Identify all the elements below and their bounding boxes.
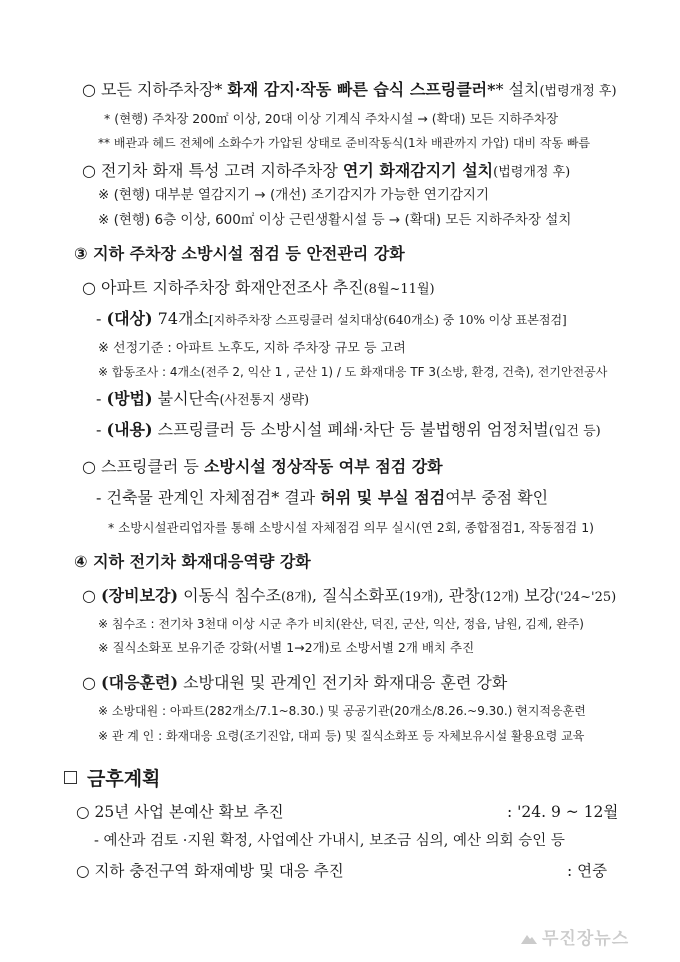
note-line: * (현행) 주차장 200㎡ 이상, 20대 이상 기계식 주차시설 → (확대) 모든 지하주차장	[104, 111, 559, 126]
item-text: ○ 전기차 화재 특성 고려 지하주차장	[82, 161, 343, 180]
item-small-text: (8월~11월)	[363, 282, 435, 297]
item-bold-text: 연기 화재감지기 설치	[342, 161, 494, 180]
item-bold-text: (장비보강)	[101, 586, 179, 605]
item-dash: -	[96, 389, 107, 408]
item-text: - 건축물 관계인 자체점검* 결과	[96, 488, 321, 507]
item-text: 보강	[518, 586, 555, 605]
item-text: , 질식소화포	[311, 586, 400, 605]
item-target	[96, 311, 567, 327]
note-line: ※ 선정기준 : 아파트 노후도, 지하 주차장 규모 등 고려	[98, 341, 406, 356]
watermark-text: 무진장뉴스	[542, 929, 630, 949]
item-smoke-detector	[82, 163, 570, 179]
note-line: ※ 관 계 인 : 화재대응 요령(조기진압, 대피 등) 및 질식소화포 등 자체보유시설 활용요령 교육	[98, 729, 585, 743]
plan-item-period: : '24. 9 ~ 12월	[507, 803, 619, 821]
item-self-check	[96, 490, 548, 506]
plan-item-period: : 연중	[567, 862, 608, 880]
note-line: ※ 질식소화포 보유기준 강화(서별 1→2개)로 소방서별 2개 배치 추진	[98, 640, 475, 655]
plan-item-budget: ○ 25년 사업 본예산 확보 추진	[76, 803, 284, 821]
plan-item-prevention: ○ 지하 충전구역 화재예방 및 대응 추진	[76, 862, 344, 880]
item-bold-text: (대상)	[106, 309, 153, 328]
item-bold-text: (내용)	[106, 420, 153, 439]
item-inspection	[82, 280, 435, 296]
item-text: ○	[82, 586, 102, 605]
item-text: * 설치	[495, 80, 540, 99]
watermark	[520, 924, 629, 949]
heading-text: 금후계획	[87, 768, 161, 790]
item-bold-text: (대응훈련)	[101, 673, 179, 692]
item-small-text: (사전통지 생략)	[219, 393, 310, 408]
item-sprinkler-check	[82, 459, 443, 475]
item-small-text: ('24~'25)	[554, 590, 617, 605]
item-bold-text: (방법)	[106, 389, 153, 408]
item-training	[82, 675, 507, 691]
item-bold-text: 소방시설 정상작동 여부 점검 강화	[203, 457, 443, 476]
item-method	[96, 391, 309, 407]
item-bold-text: 화재 감지·작동 빠른 습식 스프링클러*	[227, 80, 496, 99]
item-text: 이동식 침수조	[178, 586, 281, 605]
note-line: ※ 합동조사 : 4개소(전주 2, 익산 1 , 군산 1) / 도 화재대응 TF 3(소방, 환경, 건축), 전기안전공사	[98, 365, 608, 379]
item-dash: -	[96, 420, 107, 439]
note-line: ※ (현행) 대부분 열감지기 → (개선) 조기감지가 가능한 연기감지기	[98, 187, 490, 203]
plan-item-detail: - 예산과 검토 ·지원 확정, 사업예산 가내시, 보조금 심의, 예산 의회 승인 등	[94, 833, 565, 849]
item-dash: -	[96, 309, 107, 328]
item-text: ○ 모든 지하주차장*	[82, 80, 228, 99]
mountain-logo-icon	[520, 931, 538, 945]
item-text: , 관창	[438, 586, 480, 605]
checkbox-square-icon	[64, 771, 77, 784]
item-text: 여부 중점 확인	[445, 488, 549, 507]
item-small-text: (12개)	[479, 590, 519, 605]
item-text: 74개소	[152, 309, 209, 328]
note-line: ※ 침수조 : 전기차 3천대 이상 시군 추가 비치(완산, 덕진, 군산, 익산, 정읍, 남원, 김제, 완주)	[98, 617, 584, 631]
item-small-text: (8개)	[280, 590, 312, 605]
item-equipment	[82, 588, 616, 604]
item-small-text: (법령개정 후)	[539, 84, 617, 99]
item-text: ○ 아파트 지하주차장 화재안전조사 추진	[82, 278, 364, 297]
plan-heading	[64, 770, 160, 789]
item-small-text: (법령개정 후)	[493, 165, 571, 180]
note-line: * 소방시설관리업자를 통해 소방시설 자체점검 의무 실시(연 2회, 종합점검1, 작동점검 1)	[108, 520, 595, 535]
item-small-text: (입건 등)	[548, 424, 601, 439]
item-text: 불시단속	[152, 389, 220, 408]
item-small-text: [지하주차장 스프링클러 설치대상(640개소) 중 10% 이상 표본점검]	[208, 313, 567, 327]
note-line: ※ 소방대원 : 아파트(282개소/7.1~8.30.) 및 공공기관(20개소/8.26.~9.30.) 현지적응훈련	[98, 704, 586, 718]
item-content	[96, 422, 601, 438]
section-title: ③ 지하 주차장 소방시설 점검 등 안전관리 강화	[74, 244, 405, 263]
item-text: ○	[82, 673, 102, 692]
note-line: ※ (현행) 6층 이상, 600㎡ 이상 근린생활시설 등 → (확대) 모든 지하주차장 설치	[98, 212, 572, 228]
note-line: ** 배관과 헤드 전체에 소화수가 가압된 상태로 준비작동식(1차 배관까지 가압) 대비 작동 빠름	[98, 136, 591, 150]
item-sprinkler	[82, 82, 617, 98]
item-text: 스프링클러 등 소방시설 폐쇄·차단 등 불법행위 엄정처벌	[152, 420, 549, 439]
item-small-text: (19개)	[399, 590, 439, 605]
item-text: 소방대원 및 관계인 전기차 화재대응 훈련 강화	[178, 673, 508, 692]
item-text: ○ 스프링클러 등	[82, 457, 204, 476]
section-title: ④ 지하 전기차 화재대응역량 강화	[74, 552, 311, 571]
item-bold-text: 허위 및 부실 점검	[320, 488, 446, 507]
